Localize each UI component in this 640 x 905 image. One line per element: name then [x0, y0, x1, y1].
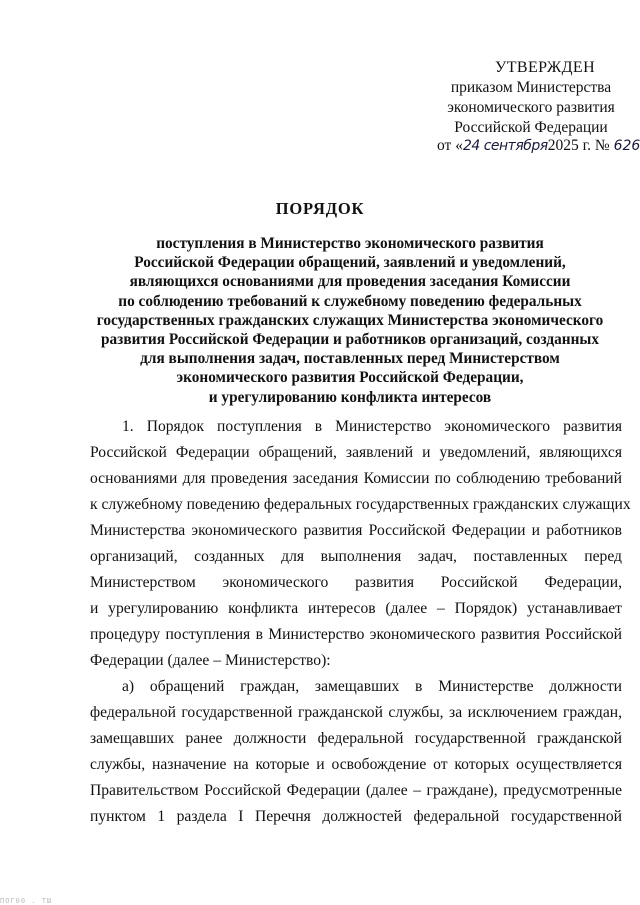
- paragraph-1-line: Министерства экономического развития Российской Федерации и работников: [90, 522, 622, 539]
- order-date-line: [437, 136, 640, 156]
- paragraph-1-line: Министерством экономического развития Российской Федерации,: [90, 574, 622, 591]
- subtitle-line: поступления в Министерство экономического развития: [156, 235, 544, 252]
- paragraph-1-line: организаций, созданных для выполнения задач, поставленных перед: [90, 548, 622, 565]
- paragraph-1-line: и урегулированию конфликта интересов (далее – Порядок) устанавливает: [90, 600, 622, 617]
- subtitle-line: по соблюдению требований к служебному поведению федеральных: [118, 292, 582, 310]
- approval-title: УТВЕРЖДЕН: [494, 59, 596, 76]
- subtitle-line: развития Российской Федерации и работников организаций, созданных: [101, 331, 599, 349]
- paragraph-a-line: Правительством Российской Федерации (далее – граждане), предусмотренные: [90, 782, 622, 799]
- paragraph-1-line: Федерации (далее – Министерство):: [90, 652, 331, 669]
- handwritten-order-number: 626: [613, 138, 640, 154]
- paragraph-a-line: службы, назначение на которые и освобождение от которых осуществляется: [90, 756, 622, 773]
- paragraph-a-line: а) обращений граждан, замещавших в Министерстве должности: [122, 678, 622, 695]
- paragraph-a-line: федеральной государственной гражданской службы, за исключением граждан,: [90, 704, 622, 721]
- document-title: ПОРЯДОК: [275, 199, 365, 218]
- paragraph-1-line: Российской Федерации обращений, заявлений и уведомлений, являющихся: [90, 444, 622, 461]
- paragraph-a-line: пунктом 1 раздела I Перечня должностей федеральной государственной: [90, 808, 622, 825]
- paragraph-1-line: основаниями для проведения заседания Комиссии по соблюдению требований: [90, 470, 622, 487]
- footer-scan-mark: ПОГ00 . ТШ: [0, 897, 53, 905]
- paragraph-1-line: процедуру поступления в Министерство экономического развития Российской: [90, 626, 622, 643]
- subtitle-line: Российской Федерации обращений, заявлений и уведомлений,: [134, 254, 566, 272]
- paragraph-a-line: замещавших ранее должности федеральной государственной гражданской: [90, 730, 622, 747]
- paragraph-1-line: 1. Порядок поступления в Министерство экономического развития: [122, 418, 622, 435]
- approval-line-2: экономического развития: [447, 99, 615, 116]
- subtitle-line: являющихся основаниями для проведения заседания Комиссии: [129, 273, 571, 291]
- paragraph-1-line: к служебному поведению федеральных государственных гражданских служащих: [90, 496, 631, 513]
- subtitle-line: и урегулированию конфликта интересов: [208, 388, 492, 406]
- order-prefix: от «: [437, 137, 463, 154]
- subtitle-line: экономического развития Российской Федерации,: [176, 369, 524, 387]
- handwritten-date: 24 сентября: [462, 138, 548, 154]
- approval-line-3: Российской Федерации: [454, 119, 608, 136]
- approval-line-1: приказом Министерства: [450, 79, 612, 96]
- order-year: 2025 г. №: [547, 137, 610, 154]
- approval-block: [436, 58, 626, 138]
- subtitle-line: для выполнения задач, поставленных перед Министерством: [140, 350, 560, 368]
- subtitle-line: государственных гражданских служащих Министерства экономического: [96, 311, 604, 329]
- document-subtitle: [70, 234, 630, 407]
